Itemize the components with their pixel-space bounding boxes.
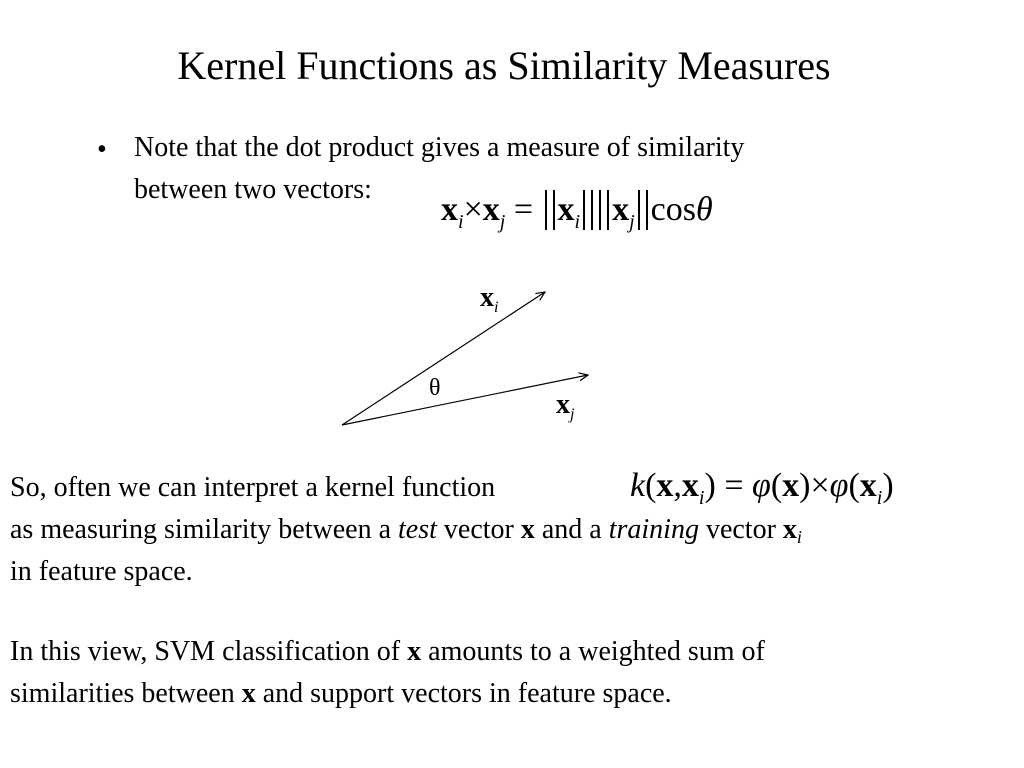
- vector-x: x: [557, 191, 575, 228]
- vector-angle-diagram: [330, 280, 610, 440]
- text-span: and support vectors in feature space.: [255, 678, 672, 709]
- vector-x: x: [681, 467, 699, 504]
- subscript-j: j: [499, 211, 506, 233]
- vector-x: x: [482, 191, 500, 228]
- bullet-marker: •: [97, 134, 107, 165]
- vector-x: x: [241, 678, 256, 709]
- vector-x: x: [782, 467, 800, 504]
- vector-x: x: [441, 191, 458, 228]
- vector-x: x: [407, 636, 422, 667]
- theta-symbol: θ: [695, 191, 713, 228]
- equals-symbol: =: [513, 191, 533, 228]
- text-span: In this view, SVM classification of: [10, 636, 408, 667]
- angle-theta-label: θ: [429, 375, 441, 401]
- phi-symbol: φ: [829, 467, 849, 504]
- equals-symbol: =: [724, 467, 744, 504]
- emphasis-test: test: [398, 514, 437, 545]
- text-span: similarities between: [10, 678, 242, 709]
- subscript-i: i: [698, 487, 705, 509]
- phi-symbol: φ: [752, 467, 771, 504]
- vector-x: x: [520, 514, 535, 545]
- emphasis-training: training: [608, 514, 699, 545]
- text-span: as measuring similarity between a: [10, 514, 398, 545]
- text-span: vector: [436, 514, 521, 545]
- bullet-text-line-2: between two vectors:: [134, 174, 372, 205]
- times-symbol: ×: [810, 467, 830, 504]
- paragraph2-line1: [10, 632, 765, 672]
- paragraph1-line2: [10, 510, 802, 550]
- dot-product-formula: [441, 190, 713, 233]
- paren-close: ): [704, 467, 716, 504]
- text-span: vector: [698, 514, 783, 545]
- norm-bar-right: [638, 190, 648, 230]
- subscript-i: i: [876, 487, 883, 509]
- vector-x: x: [612, 191, 630, 228]
- paragraph1-line3: in feature space.: [10, 556, 193, 587]
- subscript-j: j: [629, 211, 635, 233]
- norm-bar-right: [583, 190, 593, 230]
- norm-bar-left: [599, 190, 609, 230]
- comma: ,: [673, 467, 682, 504]
- text-span: and a: [534, 514, 609, 545]
- vector-x: x: [656, 467, 674, 504]
- text-span: amounts to a weighted sum of: [421, 636, 765, 667]
- vector-x: x: [782, 514, 797, 545]
- vector-xj-arrow: [342, 375, 588, 425]
- vector-xi-arrow: [342, 292, 545, 425]
- kernel-formula: [630, 466, 894, 509]
- cos-function: cos: [650, 191, 696, 228]
- paren-close: ): [882, 467, 894, 504]
- paren-close: ): [799, 467, 811, 504]
- norm-bar-left: [545, 190, 555, 230]
- bullet-text-line-1: Note that the dot product gives a measure of similarity: [134, 132, 745, 163]
- paren-open: (: [770, 467, 783, 504]
- paren-open: (: [848, 467, 860, 504]
- paragraph1-line1: So, often we can interpret a kernel function: [10, 472, 496, 503]
- vector-xi-label: $x_i$: [480, 282, 499, 316]
- subscript-i: i: [458, 211, 464, 233]
- times-symbol: ×: [463, 191, 483, 228]
- vector-x: x: [859, 467, 877, 504]
- subscript-i: i: [574, 211, 581, 233]
- kernel-k: k: [630, 467, 646, 504]
- vector-xj-label: $x_j$: [556, 389, 575, 423]
- slide-title: Kernel Functions as Similarity Measures: [177, 43, 831, 88]
- paragraph2-line2: [10, 674, 672, 714]
- subscript-i: i: [796, 527, 802, 547]
- paren-open: (: [645, 467, 657, 504]
